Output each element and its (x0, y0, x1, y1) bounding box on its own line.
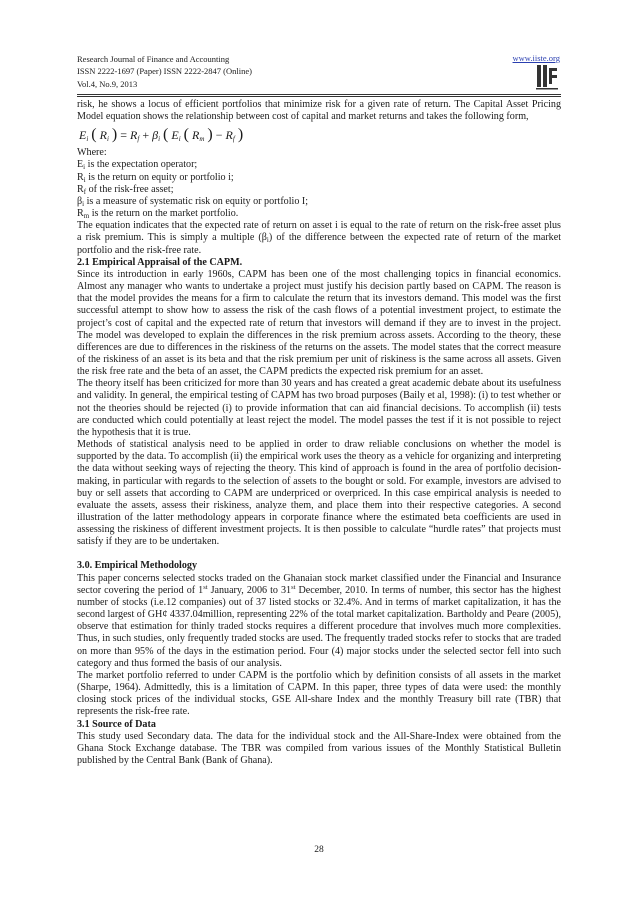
definition-item: $\beta_i$ is a measure of systematic risk on equity or portfolio I; (77, 195, 309, 208)
intro-paragraph: risk, he shows a locus of efficient portfolios that minimize risk for a given rate of return. The Capital Asset Pricing Model equation shows the relationship between cost of capital and market returns and takes the following form, (77, 99, 561, 123)
paragraph: Methods of statistical analysis need to be applied in order to draw reliable conclusions on whether the model is supported by the data. To accomplish (ii) the empirical work uses the theory as a vehicle for organizing and interpreting the data without seeking ways of rejecting the theory. This kind of approach is found in the area of portfolio decision-making, in particular with regards to the selection of assets to the bought or sold. For example, investors are advised to buy or sell assets that according to CAPM are underpriced or overpriced. In this case empirical analysis is needed to evaluate the assets, assess their riskiness, analyze them, and place them into their respective categories. A second illustration of the latter methodology appears in corporate finance where the estimated beta coefficients are used in assessing the riskiness of different investment projects. It is then possible to calculate “hurdle rates” that projects must satisfy if they are to be undertaken. (77, 439, 561, 548)
journal-volume: Vol.4, No.9, 2013 (77, 78, 138, 89)
section-heading-3-0: 3.0. Empirical Methodology (77, 560, 197, 572)
journal-header (77, 53, 252, 90)
definition-item: $R_f$ of the risk-free asset; (77, 183, 174, 196)
header-rule-bottom (77, 96, 561, 97)
paper-body (77, 99, 561, 767)
iiste-logo (536, 64, 560, 90)
page-number: 28 (314, 845, 324, 855)
journal-url-link[interactable]: www.iiste.org (512, 53, 560, 63)
capm-equation: $E_i$ ( $R_i$ ) = $R_f + \beta_i$ ( $E_i$ ( $R_m$ ) − $R_f$ ) (79, 126, 244, 144)
paragraph: This paper concerns selected stocks traded on the Ghanaian stock market classified under the Financial and Insurance sector covering the period of 1st January, 2006 to 31st December, 2010. In terms of number, this sector has the highest number of stocks (i.e.12 companies) out of 37 listed stocks or 32.4%. And in terms of market capitalization, it has the second largest of GH¢ 4337.04million, representing 22% of the total market capitalization. Bartholdy and Peare (2005), observe that estimation for thinly traded stocks requires a different procedure that involves much more complexities. Thus, in such studies, only frequently traded stocks are used. The frequently traded stocks refer to stocks that are traded on more than 95% of the days in the estimation period. Four (4) major stocks under the selected sector fell into such category and thus formed the basis of our analysis. (77, 572, 561, 669)
definition-item: $R_m$ is the return on the market portfolio. (77, 208, 239, 221)
equation-explanation: The equation indicates that the expected rate of return on asset i is equal to the rate of return on the risk-free asset plus a risk premium. This is simply a multiple $(\beta_i)$ of the difference between the expected rate of return of the market portfolio and the risk-free rate. (77, 220, 562, 256)
section-heading-2-1: 2.1 Empirical Appraisal of the CAPM. (77, 256, 243, 268)
header-rule-top (77, 94, 561, 95)
definition-item: $R_i$ is the return on equity or portfolio i; (77, 171, 234, 184)
paragraph: The market portfolio referred to under CAPM is the portfolio which by definition consists of all assets in the market (Sharpe, 1964). Admittedly, this is a limitation of CAPM. In this paper, three types of data were used: the monthly closing stock prices of the individual stocks, GSE All-share Index and the monthly Treasury bill rate (TBR) that represents the risk-free rate. (77, 669, 561, 718)
journal-issn: ISSN 2222-1697 (Paper) ISSN 2222-2847 (Online) (77, 66, 252, 77)
paragraph: Since its introduction in early 1960s, CAPM has been one of the most challenging topics in financial economics. Almost any manager who wants to undertake a project must justify his decision partly based on CAPM. The reason is that the model provides the means for a firm to calculate the return that its investors demand. This model was the first successful attempt to show how to assess the risk of the cash flows of a potential investment project, to estimate the project’s cost of capital and the expected rate of return that investors will demand if they are to invest in the project. The model was developed to explain the differences in the risk premium across assets. According to the theory, these differences are due to differences in the riskiness of the returns on the assets. The model states that the correct measure of the riskiness of an asset is its beta and that the risk premium per unit of riskiness is the same across all assets. Given the risk free rate and the beta of an asset, the CAPM predicts the expected risk premium for an asset. (77, 268, 561, 378)
paragraph: This study used Secondary data. The data for the individual stock and the All-Share-Index were obtained from the Ghana Stock Exchange database. The TBR was compiled from various issues of the Monthly Statistical Bulletin published by the Central Bank (Bank of Ghana). (77, 730, 561, 766)
paragraph: The theory itself has been criticized for more than 30 years and has created a great academic debate about its usefulness and validity. In general, the empirical testing of CAPM has two broad purposes (Baily et al, 1998): (i) to test whether or not the theories should be rejected (i) to provide information that can aid financial decisions. To accomplish (ii) tests are conducted which could potentially at least reject the model. The model passes the test if it is not possible to reject the hypothesis that it is true. (77, 378, 561, 438)
journal-name: Research Journal of Finance and Accounting (77, 54, 230, 64)
where-label: Where: (77, 147, 107, 159)
section-heading-3-1: 3.1 Source of Data (77, 718, 156, 730)
definition-item: $E_i$ is the expectation operator; (77, 159, 198, 172)
